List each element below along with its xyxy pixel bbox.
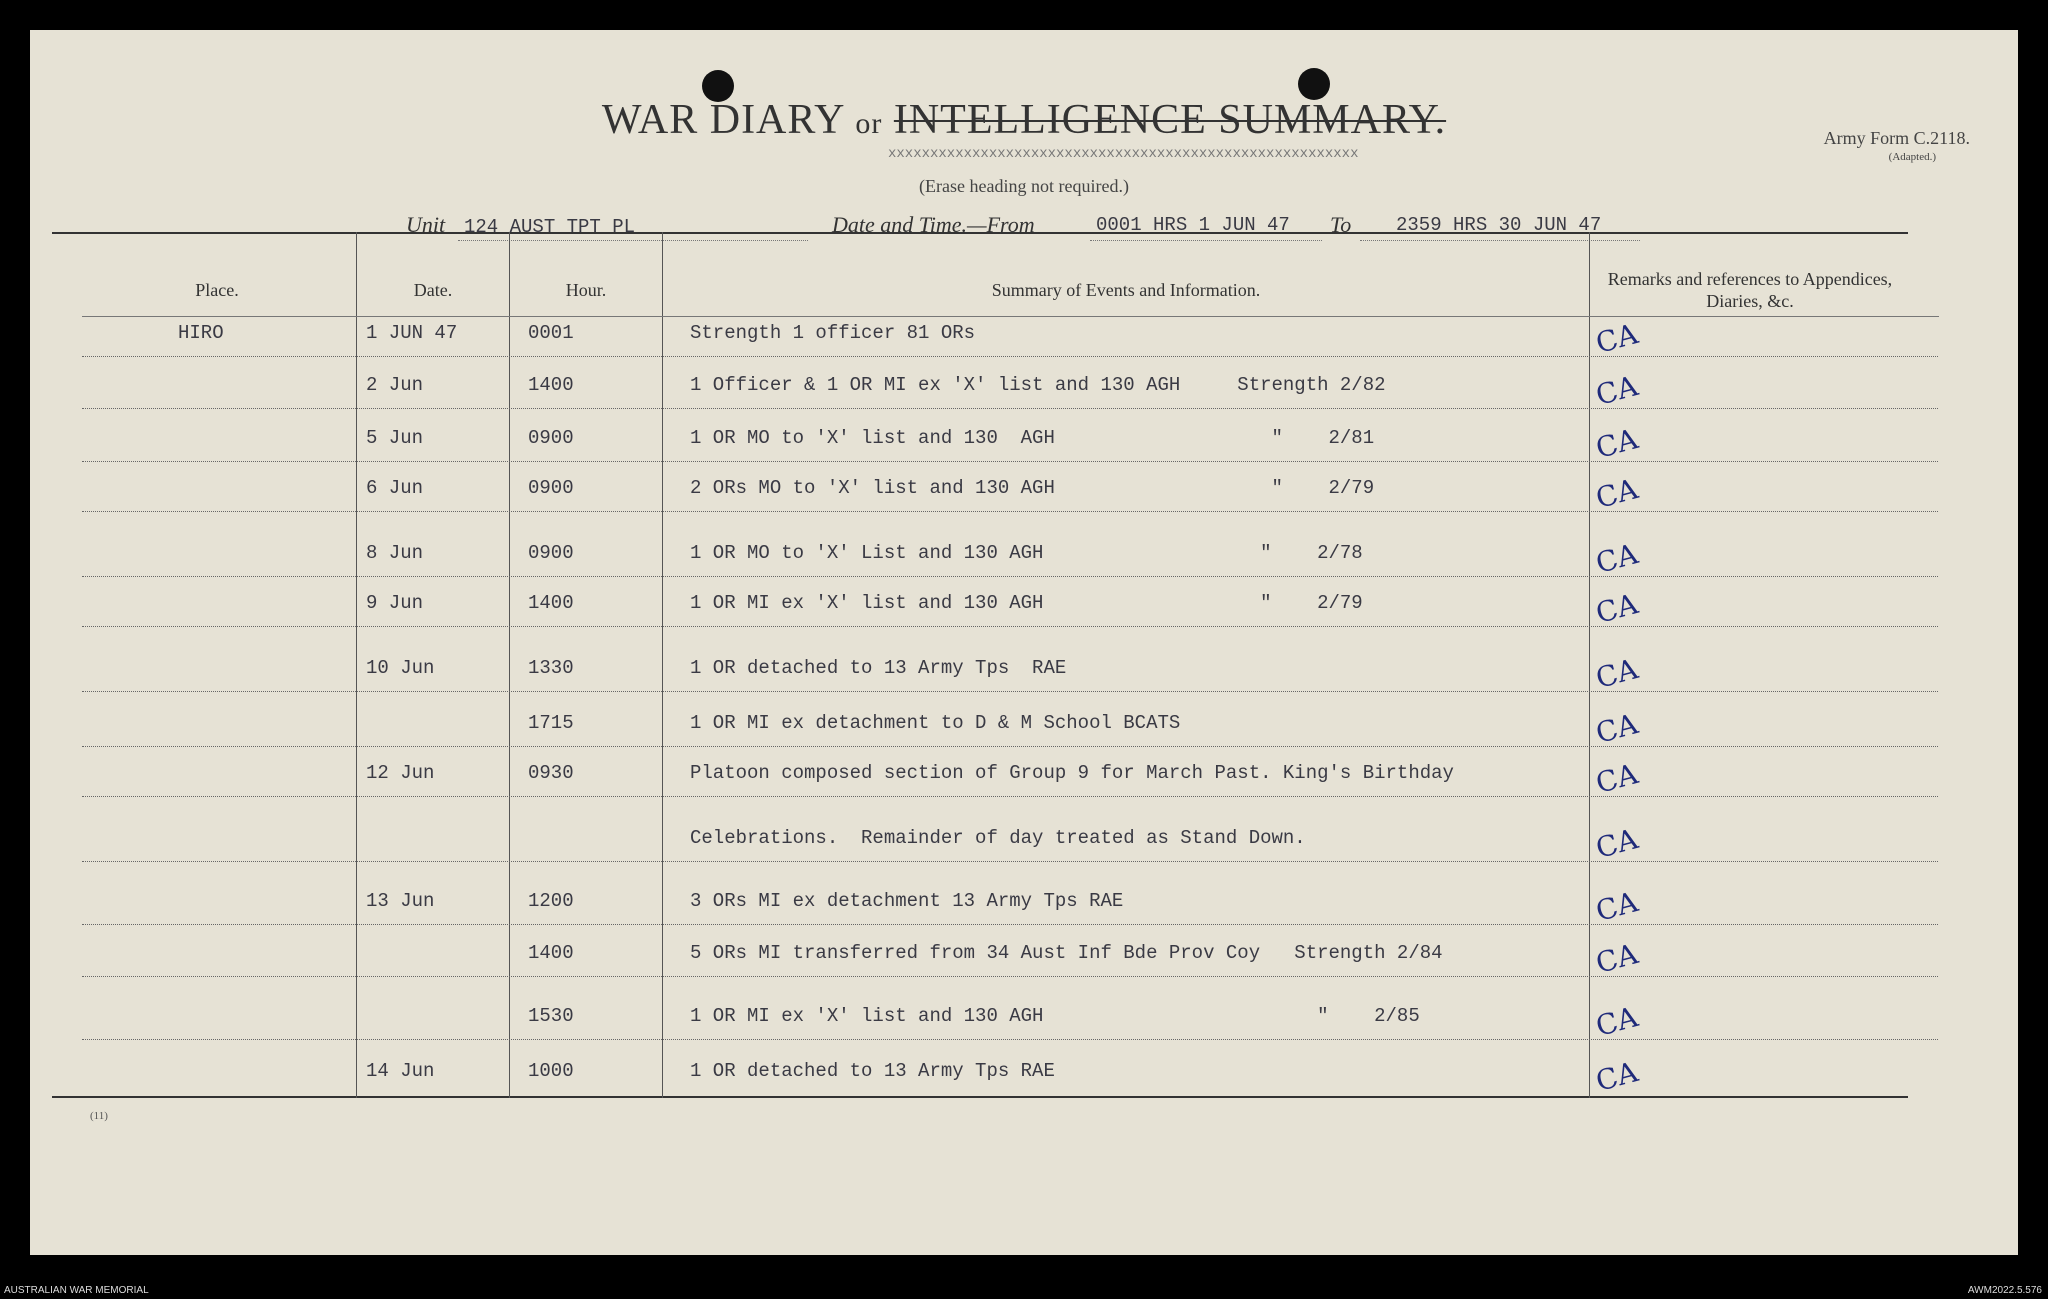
row-summary: 1 OR MI ex 'X' list and 130 AGH " 2/79 (690, 592, 1363, 614)
colhead-date: Date. (413, 280, 453, 300)
row-rule (82, 511, 1938, 512)
row-summary: 1 OR detached to 13 Army Tps RAE (690, 1060, 1055, 1082)
row-rule (82, 746, 1938, 747)
row-hour: 1400 (528, 592, 574, 614)
row-rule (82, 356, 1938, 357)
initials-mark: CA (1592, 369, 1642, 412)
row-date: 13 Jun (366, 890, 435, 912)
row-date: 2 Jun (366, 374, 424, 396)
footer-left: AUSTRALIAN WAR MEMORIAL (4, 1285, 149, 1296)
row-date: 9 Jun (366, 592, 424, 614)
header-underline (82, 316, 1590, 317)
row-rule (82, 796, 1938, 797)
form-adapted: (Adapted.) (1888, 151, 1936, 163)
row-summary: Celebrations. Remainder of day treated as Stand Down. (690, 827, 1306, 849)
col-divider-remarks (1589, 232, 1590, 1098)
from-value: 0001 HRS 1 JUN 47 (1096, 214, 1290, 236)
initials-mark: CA (1592, 885, 1642, 928)
row-date: 8 Jun (366, 542, 424, 564)
colhead-remarks: Remarks and references to Appendices, Diaries, &c. (1607, 269, 1893, 311)
row-rule (82, 576, 1938, 577)
row-summary: 1 OR detached to 13 Army Tps RAE (690, 657, 1067, 679)
row-hour: 1330 (528, 657, 574, 679)
strike-marks: xxxxxxxxxxxxxxxxxxxxxxxxxxxxxxxxxxxxxxxxxxxxxxxxxxxxxxxx (888, 146, 1359, 162)
to-value: 2359 HRS 30 JUN 47 (1396, 214, 1602, 236)
form-number (1824, 128, 1970, 163)
col-divider-hour (509, 232, 510, 1098)
initials-mark: CA (1592, 822, 1642, 865)
row-rule (82, 691, 1938, 692)
initials-mark: CA (1592, 1055, 1642, 1098)
row-hour: 0900 (528, 477, 574, 499)
row-rule (82, 461, 1938, 462)
row-hour: 1200 (528, 890, 574, 912)
subtitle: (Erase heading not required.) (919, 176, 1129, 196)
row-rule (82, 408, 1938, 409)
row-hour: 0930 (528, 762, 574, 784)
to-dotline (1360, 240, 1640, 241)
to-label: To (1330, 212, 1352, 237)
initials-mark: CA (1592, 937, 1642, 980)
row-summary: Strength 1 officer 81 ORs (690, 322, 976, 344)
row-date: 5 Jun (366, 427, 424, 449)
unit-label: Unit (406, 212, 446, 237)
row-summary: Platoon composed section of Group 9 for March Past. King's Birthday (690, 762, 1454, 784)
row-summary: 1 OR MO to 'X' list and 130 AGH " 2/81 (690, 427, 1375, 449)
col-divider-date (356, 232, 357, 1098)
row-summary: 3 ORs MI ex detachment 13 Army Tps RAE (690, 890, 1124, 912)
colhead-place: Place. (195, 280, 239, 300)
row-summary: 1 OR MI ex detachment to D & M School BCATS (690, 712, 1181, 734)
row-rule (82, 626, 1938, 627)
row-place: HIRO (178, 322, 224, 344)
initials-mark: CA (1592, 317, 1642, 360)
table-bottom-rule (52, 1096, 1908, 1098)
row-hour: 0001 (528, 322, 574, 344)
row-rule (82, 1039, 1938, 1040)
row-rule (82, 861, 1938, 862)
form-number-text: Army Form C.2118. (1823, 128, 1970, 148)
row-date: 10 Jun (366, 657, 435, 679)
row-rule (82, 976, 1938, 977)
row-summary: 1 OR MO to 'X' List and 130 AGH " 2/78 (690, 542, 1363, 564)
initials-mark: CA (1592, 652, 1642, 695)
initials-mark: CA (1592, 422, 1642, 465)
unit-dotline (458, 240, 808, 241)
from-dotline (1090, 240, 1322, 241)
row-hour: 0900 (528, 427, 574, 449)
footer-right: AWM2022.5.576 (1967, 1285, 2042, 1296)
row-hour: 1400 (528, 374, 574, 396)
row-summary: 1 OR MI ex 'X' list and 130 AGH " 2/85 (690, 1005, 1420, 1027)
datetime-label: Date and Time.—From (832, 212, 1035, 237)
row-hour: 1530 (528, 1005, 574, 1027)
unit-value: 124 AUST TPT PL (464, 216, 636, 238)
initials-mark: CA (1592, 757, 1642, 800)
row-date: 6 Jun (366, 477, 424, 499)
initials-mark: CA (1592, 707, 1642, 750)
initials-mark: CA (1592, 472, 1642, 515)
page-number: (11) (90, 1110, 108, 1122)
initials-mark: CA (1592, 587, 1642, 630)
row-hour: 0900 (528, 542, 574, 564)
row-date: 14 Jun (366, 1060, 435, 1082)
col-divider-summary (662, 232, 663, 1098)
row-date: 1 JUN 47 (366, 322, 458, 344)
initials-mark: CA (1592, 537, 1642, 580)
title-war-diary: WAR DIARY (601, 97, 844, 143)
row-hour: 1400 (528, 942, 574, 964)
header-underline-remarks (1589, 316, 1939, 317)
row-date: 12 Jun (366, 762, 435, 784)
colhead-hour: Hour. (565, 280, 607, 300)
row-rule (82, 924, 1938, 925)
row-summary: 1 Officer & 1 OR MI ex 'X' list and 130 AGH Strength 2/82 (690, 374, 1386, 396)
title-intelligence-summary: INTELLIGENCE SUMMARY. (893, 97, 1447, 143)
table-top-rule (52, 232, 1908, 234)
row-hour: 1715 (528, 712, 574, 734)
row-summary: 5 ORs MI transferred from 34 Aust Inf Bde Prov Coy Strength 2/84 (690, 942, 1443, 964)
page-title (0, 96, 2048, 144)
row-hour: 1000 (528, 1060, 574, 1082)
initials-mark: CA (1592, 1000, 1642, 1043)
colhead-summary: Summary of Events and Information. (991, 280, 1261, 300)
title-or: or (855, 107, 883, 140)
row-summary: 2 ORs MO to 'X' list and 130 AGH " 2/79 (690, 477, 1375, 499)
